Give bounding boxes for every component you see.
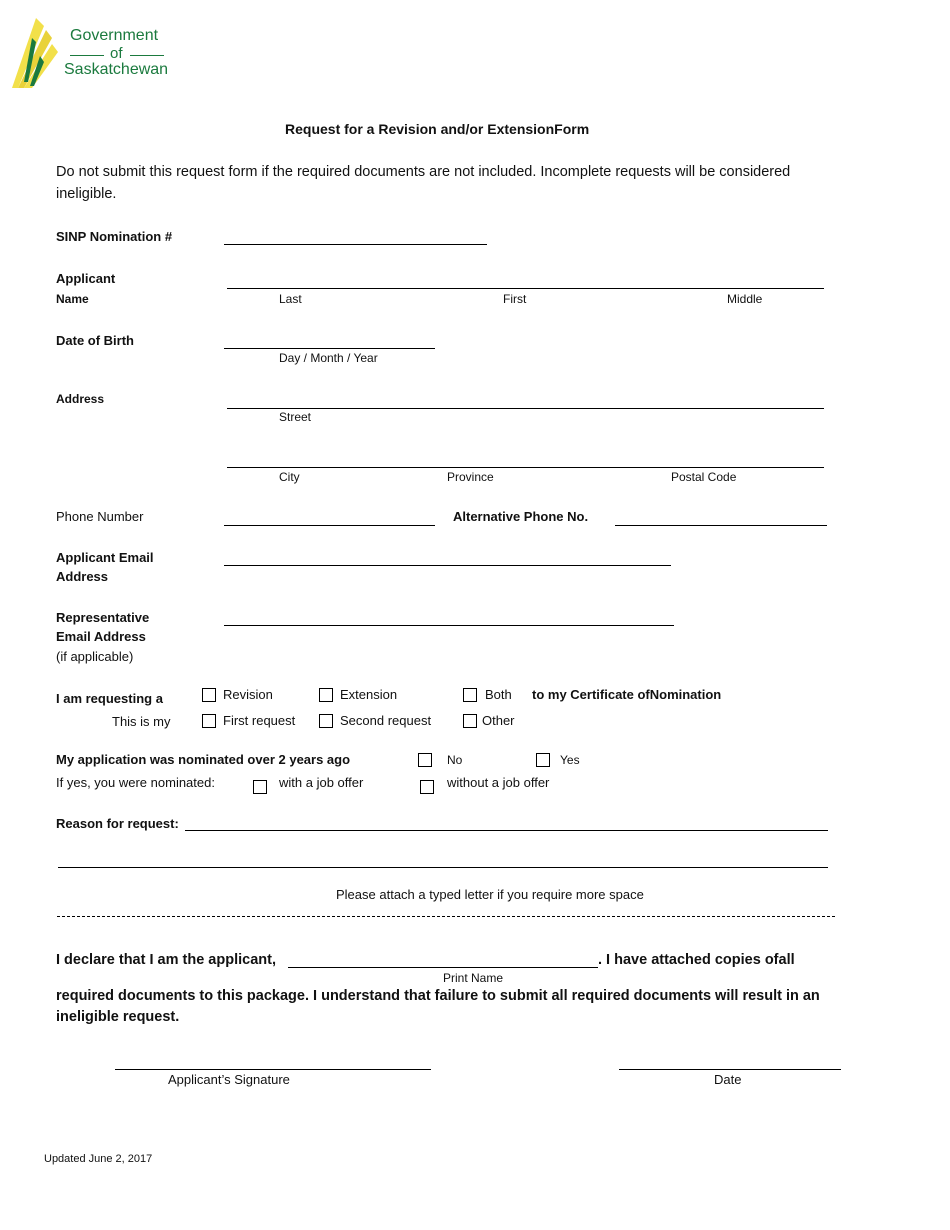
address-label: Address [56,392,105,406]
revision-option-label: Revision [223,687,273,702]
extension-checkbox[interactable] [319,688,333,702]
declaration-line2: required documents to this package. I understand that failure to submit all required documents will result in an [56,988,820,1004]
date-input[interactable] [619,1069,841,1070]
city-hint: City [279,470,300,484]
dob-input[interactable] [224,348,435,349]
name-label: Name [56,292,89,306]
without-job-offer-checkbox[interactable] [420,780,434,794]
both-option-label: Both [485,687,512,702]
street-hint: Street [279,410,312,424]
rep-label-line1: Representative [56,610,150,625]
extension-option-label: Extension [340,687,398,702]
signature-label: Applicant’s Signature [168,1072,290,1087]
first-name-hint: First [503,292,527,306]
nominated-yes-label: Yes [560,753,580,767]
other-request-checkbox[interactable] [463,714,477,728]
last-name-hint: Last [279,292,302,306]
with-job-offer-label: with a job offer [279,775,364,790]
logo-line-3: Saskatchewan [64,61,169,78]
first-request-checkbox[interactable] [202,714,216,728]
both-checkbox[interactable] [463,688,477,702]
declaration-part2: . I have attached copies ofall [598,952,795,968]
this-is-my-label: This is my [112,714,171,729]
email-label-line2: Address [56,569,109,584]
sinp-label: SINP Nomination # [56,229,173,244]
rep-label-line2: Email Address [56,629,146,644]
applicant-name-input[interactable] [227,288,824,289]
certificate-suffix: to my Certificate ofNomination [532,687,722,702]
attach-note: Please attach a typed letter if you require more space [336,887,644,902]
footer-updated: Updated June 2, 2017 [44,1153,153,1165]
nominated-question: My application was nominated over 2 years ago [56,752,351,767]
first-request-label: First request [223,713,296,728]
section-divider [57,916,835,917]
form-title: Request for a Revision and/or ExtensionForm [285,121,590,137]
logo-line-1: Government [70,27,159,44]
postal-code-hint: Postal Code [671,470,737,484]
wheat-logo-icon [10,16,60,92]
signature-input[interactable] [115,1069,431,1070]
email-label-line1: Applicant Email [56,550,154,565]
declaration-line3: ineligible request. [56,1009,180,1025]
street-input[interactable] [227,408,824,409]
nominated-no-checkbox[interactable] [418,753,432,767]
rep-label-line3: (if applicable) [56,649,134,664]
province-hint: Province [447,470,494,484]
reason-input-line2[interactable] [58,867,828,868]
dob-hint: Day / Month / Year [279,351,378,365]
phone-input[interactable] [224,525,435,526]
declaration-part1: I declare that I am the applicant, [56,952,276,968]
sinp-input[interactable] [224,244,487,245]
city-province-postal-input[interactable] [227,467,824,468]
reason-label: Reason for request: [56,816,179,831]
print-name-input[interactable] [288,967,598,968]
date-label: Date [714,1072,742,1087]
logo-line-2: of [110,45,123,62]
middle-name-hint: Middle [727,292,763,306]
alt-phone-label: Alternative Phone No. [453,509,589,524]
second-request-checkbox[interactable] [319,714,333,728]
intro-text-line2: ineligible. [56,186,117,202]
intro-text-line1: Do not submit this request form if the required documents are not included. Incomplete requests will be considered [56,164,791,180]
dob-label: Date of Birth [56,333,134,348]
phone-label: Phone Number [56,509,144,524]
with-job-offer-checkbox[interactable] [253,780,267,794]
requesting-label: I am requesting a [56,691,163,706]
applicant-email-input[interactable] [224,565,671,566]
revision-checkbox[interactable] [202,688,216,702]
nominated-yes-checkbox[interactable] [536,753,550,767]
representative-email-input[interactable] [224,625,674,626]
print-name-hint: Print Name [443,971,504,985]
applicant-label: Applicant [56,271,116,286]
if-yes-label: If yes, you were nominated: [56,775,215,790]
without-job-offer-label: without a job offer [447,775,550,790]
alt-phone-input[interactable] [615,525,827,526]
other-request-label: Other [482,713,515,728]
nominated-no-label: No [447,753,463,767]
second-request-label: Second request [340,713,432,728]
reason-input-line1[interactable] [185,830,828,831]
